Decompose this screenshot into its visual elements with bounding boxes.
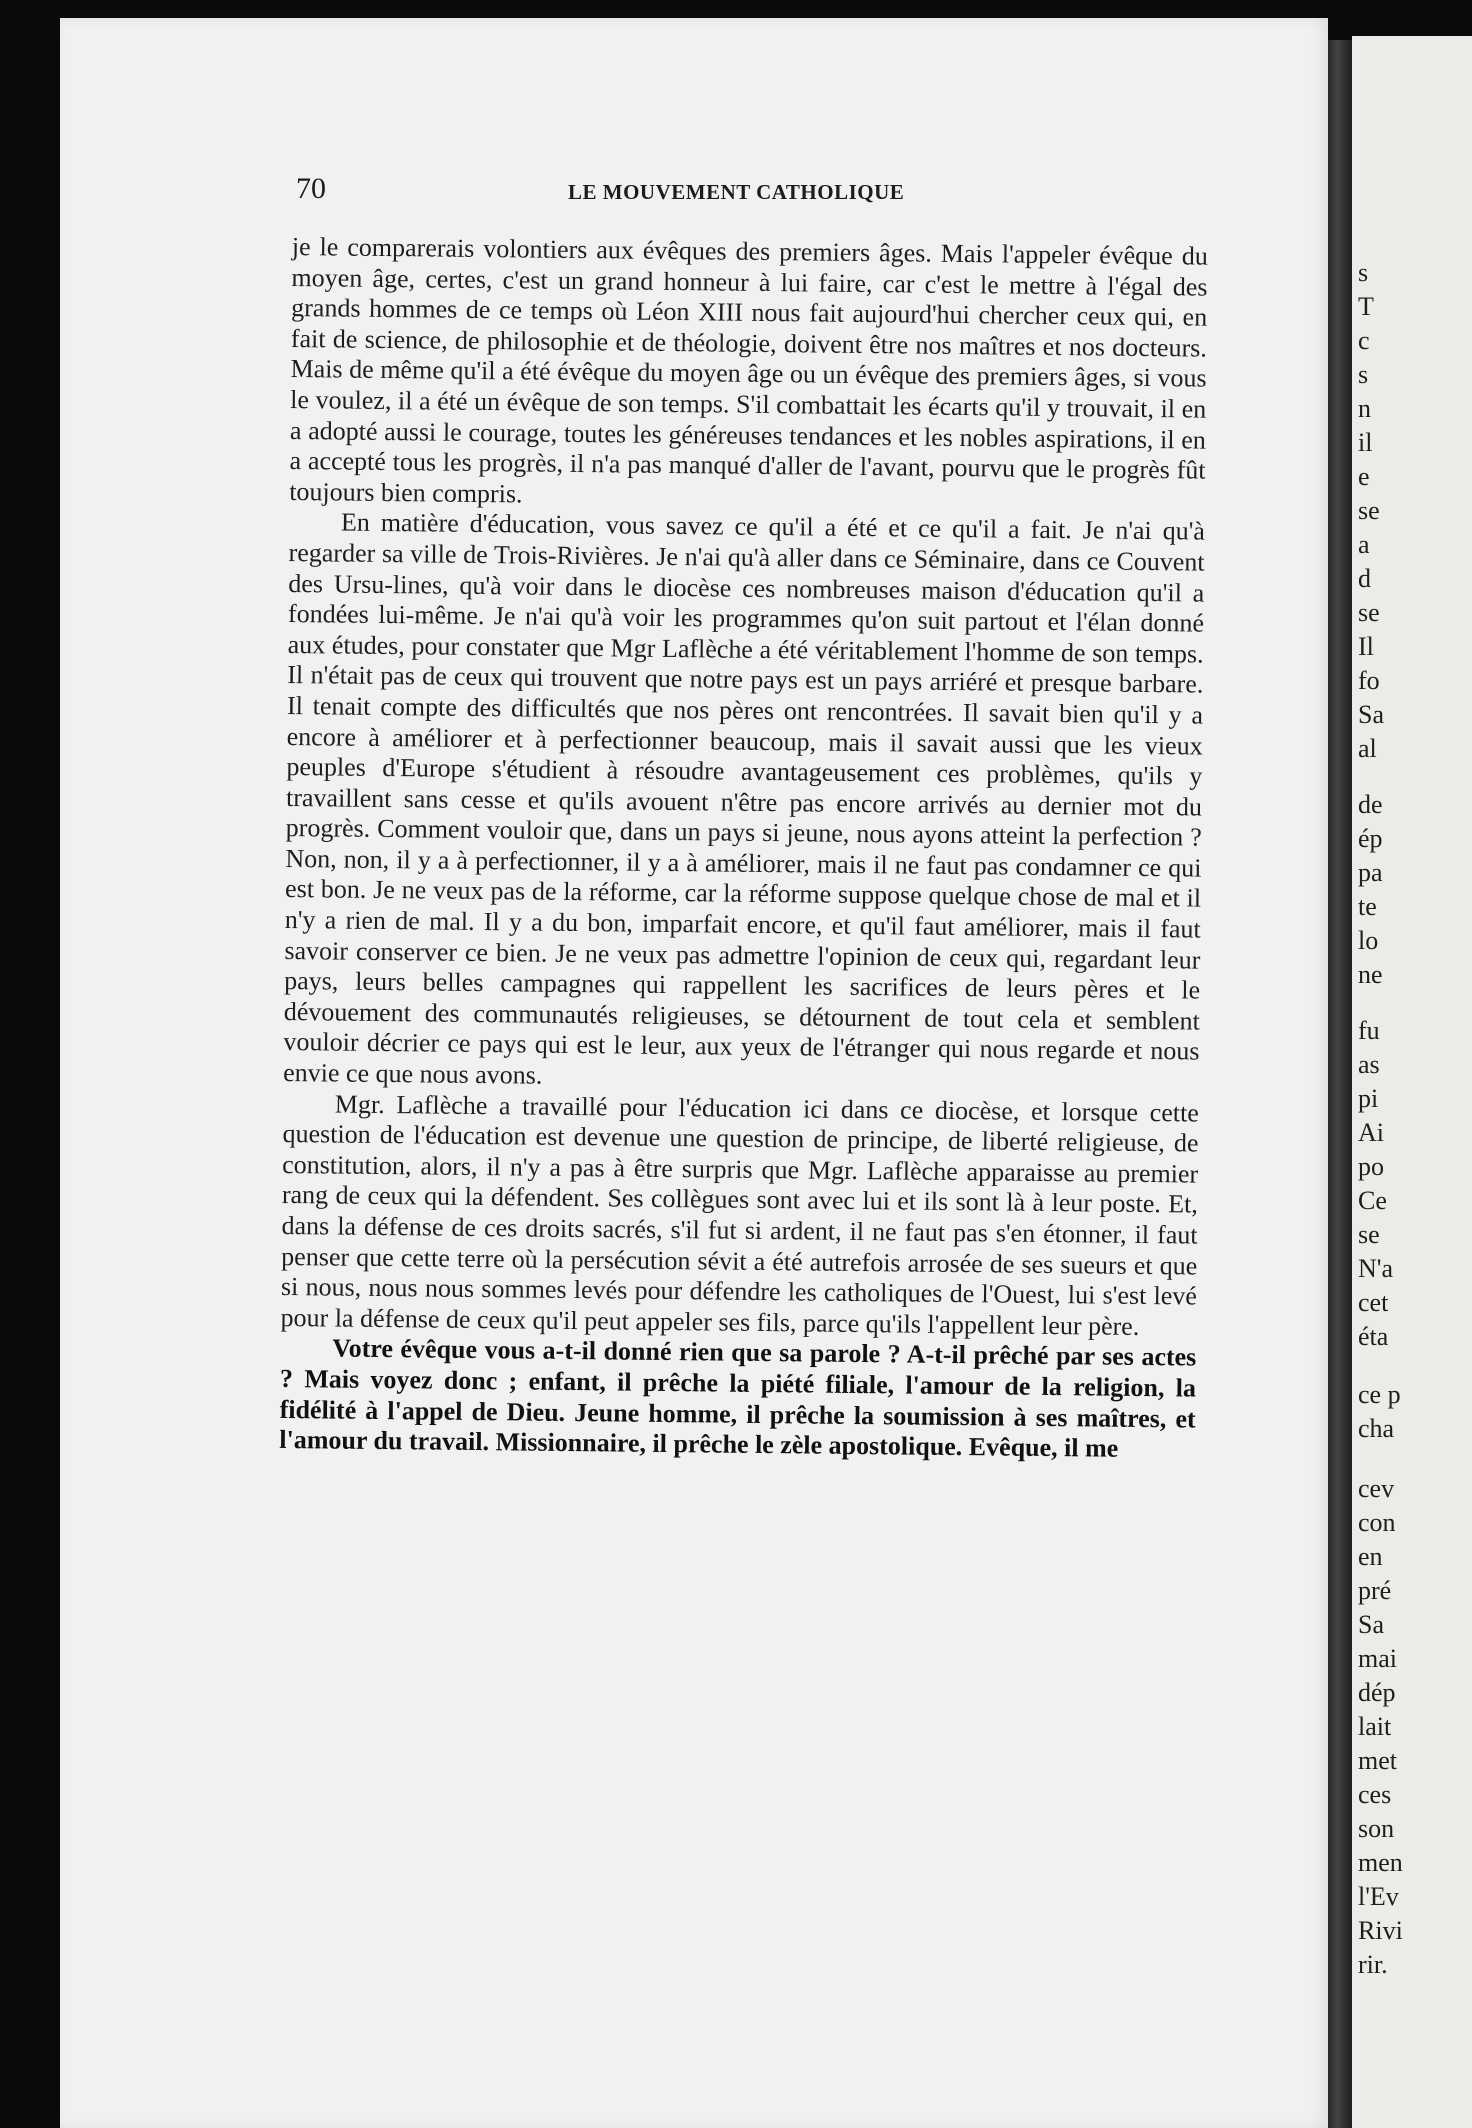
facing-page-line: pré	[1358, 1576, 1392, 1605]
facing-page-line: Il	[1358, 632, 1374, 661]
paragraph-1: je le comparerais volontiers aux évêques des premiers âges. Mais l'appeler évêque du moyen âge, certes, c'est un grand honneur à lui faire, car c'est le mettre à l'égal des grands hommes de ce temps où Léon XIII nous fait aujourd'hui chercher ceux qui, en fait de science, de philosophie et de théologie, doivent être nos maîtres et nos docteurs. Mais de même qu'il a été évêque du moyen âge ou un évêque des premiers âges, si vous le voulez, il a été un évêque de son temps. S'il combattait les écarts qu'il y trouvait, il en a adopté aussi le courage, toutes les généreuses tendances et les nobles aspirations, il en a accepté tous les progrès, il n'a pas manqué d'aller de l'avant, pourvu que le progrès fût toujours bien compris.	[289, 232, 1208, 509]
facing-page-edge	[1352, 36, 1472, 2128]
facing-page-line: pa	[1358, 858, 1383, 887]
facing-page-line: po	[1358, 1152, 1384, 1181]
facing-page-line: te	[1358, 892, 1377, 921]
facing-page-line: se	[1358, 1220, 1380, 1249]
facing-page-line: e	[1358, 462, 1370, 491]
facing-page-line: n	[1358, 394, 1371, 423]
running-header	[296, 172, 1204, 212]
facing-page-line: s	[1358, 360, 1369, 389]
facing-page-line: a	[1358, 530, 1370, 559]
facing-page-line: N'a	[1358, 1254, 1394, 1283]
paragraph-4: Votre évêque vous a-t-il donné rien que sa parole ? A-t-il prêché par ses actes ? Mais voyez donc ; enfant, il prêche la piété filiale, l'amour de la religion, la fidélité à l'appel de Dieu. Jeune homme, il prêche la soumission à ses maîtres, et l'amour du travail. Missionnaire, il prêche le zèle apostolique. Evêque, il me	[279, 1333, 1197, 1463]
facing-page-line: en	[1358, 1542, 1383, 1571]
facing-page-line: lo	[1358, 926, 1379, 955]
facing-page-line: ne	[1358, 960, 1383, 989]
facing-page-line: son	[1358, 1814, 1395, 1843]
facing-page-line: as	[1358, 1050, 1380, 1079]
facing-page-line: éta	[1358, 1322, 1389, 1351]
facing-page-line: con	[1358, 1508, 1396, 1537]
facing-page-line: il	[1358, 428, 1373, 457]
facing-page-line: Ce	[1358, 1186, 1387, 1215]
facing-page-line: d	[1358, 564, 1371, 593]
facing-page-line: T	[1358, 292, 1374, 321]
paragraph-2: En matière d'éducation, vous savez ce qu'il a été et ce qu'il a fait. Je n'ai qu'à regarder sa ville de Trois-Rivières. Je n'ai qu'à aller dans ce Séminaire, dans ce Couvent des Ursu-lines, qu'à voir dans le diocèse ces nombreuses maison d'éducation qu'il a fondées lui-même. Je n'ai qu'à voir les programmes qu'on suit partout et l'élan donné aux études, pour constater que Mgr Laflèche a été véritablement l'homme de son temps. Il n'était pas de ceux qui trouvent que notre pays est un pays arriéré et presque barbare. Il tenait compte des difficultés que nos pères ont rencontrées. Il savait bien qu'il y a encore à améliorer et à perfectionner beaucoup, mais il savait aussi que les vieux peuples d'Europe s'étudient à résoudre avantageusement ces problèmes, qu'ils y travaillent sans cesse et qu'ils avouent n'être pas encore arrivés au dernier mot du progrès. Comment vouloir que, dans un pays si jeune, nous ayons atteint la perfection ? Non, non, il y a à perfectionner, il y a à améliorer, mais il ne faut pas condamner ce qui est bon. Je ne veux pas de la réforme, car la réforme suppose quelque chose de mal et il n'y a rien de mal. Il y a du bon, imparfait encore, et qu'il faut améliorer, mais il faut savoir conserver ce bien. Je ne veux pas admettre l'opinion de ceux qui, regardant leur pays, leurs belles campagnes qui rappellent les sacrifices de leurs pères et le dévouement des communautés religieuses, se détournent de tout cela et semblent vouloir décrier ce pays qui est le leur, aux yeux de l'étranger qui nous regarde et nous envie ce que nous avons.	[283, 507, 1206, 1090]
facing-page-line: dép	[1358, 1678, 1396, 1707]
facing-page-line: Rivi	[1358, 1916, 1403, 1945]
facing-page-line: Sa	[1358, 1610, 1384, 1639]
facing-page-line: Sa	[1358, 700, 1384, 729]
page-number: 70	[296, 172, 326, 205]
facing-page-line: met	[1358, 1746, 1397, 1775]
facing-page-line: Ai	[1358, 1118, 1384, 1147]
facing-page-line: ép	[1358, 824, 1383, 853]
facing-page-line: s	[1358, 258, 1369, 287]
facing-page-line: se	[1358, 598, 1380, 627]
facing-page-line: pi	[1358, 1084, 1379, 1113]
book-gutter	[1328, 40, 1352, 2128]
facing-page-line: se	[1358, 496, 1380, 525]
body-text	[279, 232, 1208, 1465]
facing-page-line: c	[1358, 326, 1370, 355]
facing-page-line: fo	[1358, 666, 1380, 695]
facing-page-line: mai	[1358, 1644, 1397, 1673]
facing-page-line: rir.	[1358, 1950, 1388, 1979]
facing-page-line: l'Ev	[1358, 1882, 1399, 1911]
facing-page-line: ce p	[1358, 1380, 1401, 1409]
facing-page-line: fu	[1358, 1016, 1380, 1045]
facing-page-line: ces	[1358, 1780, 1392, 1809]
facing-page-line: lait	[1358, 1712, 1392, 1741]
facing-page-line: cha	[1358, 1414, 1395, 1443]
running-title: LE MOUVEMENT CATHOLIQUE	[568, 180, 905, 204]
facing-page-line: cev	[1358, 1474, 1395, 1503]
facing-page-line: cet	[1358, 1288, 1389, 1317]
facing-page-line: al	[1358, 734, 1377, 763]
facing-page-line: men	[1358, 1848, 1403, 1877]
facing-page-line: de	[1358, 790, 1383, 819]
paragraph-3: Mgr. Laflèche a travaillé pour l'éducation ici dans ce diocèse, et lorsque cette question de l'éducation est devenue une question de principe, de liberté religieuse, de constitution, alors, il n'y a pas à être surpris que Mgr. Laflèche apparaisse au premier rang de ceux qui la défendent. Ses collègues sont avec lui et ils sont là à leur poste. Et, dans la défense de ces droits sacrés, s'il fut si ardent, il ne faut pas s'en étonner, il faut penser que cette terre où la persécution sévit a été autrefois arrosée de ses sueurs et que si nous, nous nous sommes levés pour défendre les catholiques de l'Ouest, lui s'est levé pour la défense de ceux qu'il peut appeler ses fils, parce qu'ils l'appellent leur père.	[280, 1089, 1199, 1341]
